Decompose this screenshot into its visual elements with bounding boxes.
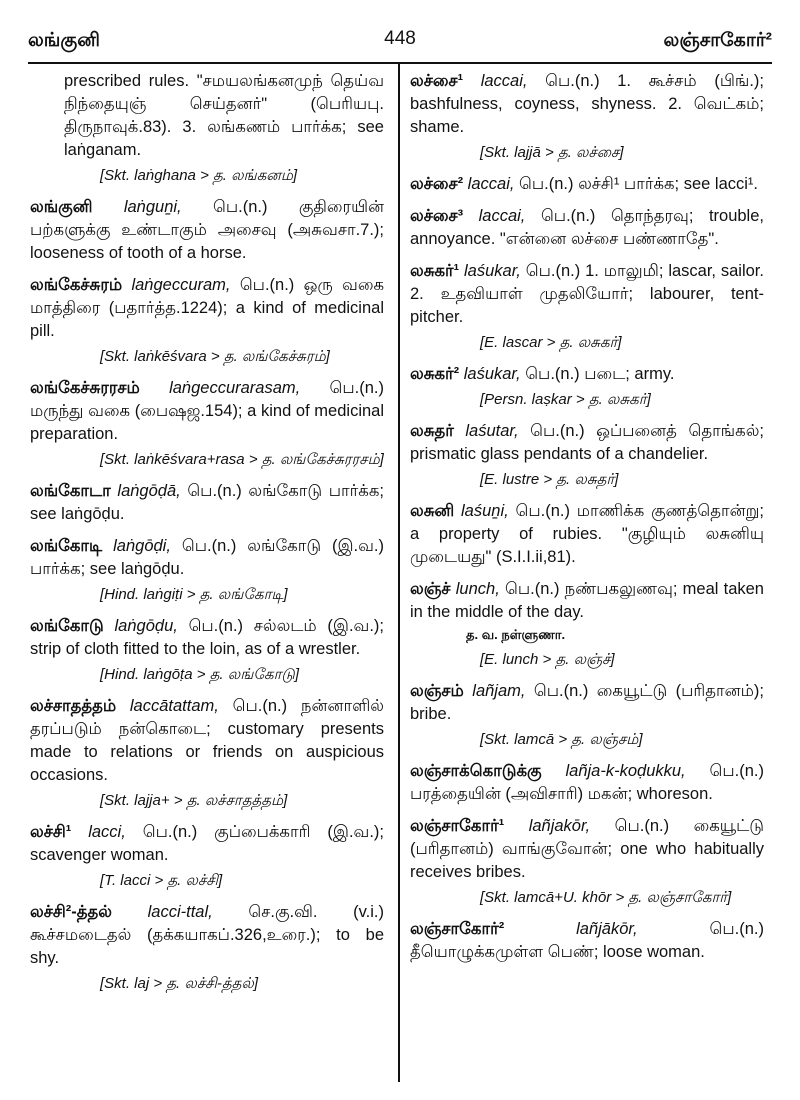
dictionary-entry: [30, 377, 384, 471]
entry-headword: லஞ்ச்: [410, 580, 451, 598]
entry-romanization: laśukar,: [464, 262, 521, 280]
dictionary-entry: [410, 420, 764, 491]
dictionary-entry: [410, 260, 764, 354]
entry-headword: லச்சி¹: [30, 823, 72, 841]
right-column: [410, 70, 764, 973]
page-header: [28, 22, 772, 56]
entry-headword: லங்கோடா: [30, 482, 111, 500]
dictionary-entry: [410, 918, 764, 964]
entry-headword: லங்குனி: [30, 198, 93, 216]
entry-headword: லச்சாதத்தம்: [30, 697, 117, 715]
column-divider: [398, 62, 400, 1082]
entry-romanization: lacci,: [88, 823, 126, 841]
page-number: 448: [384, 28, 416, 49]
dictionary-entry: [30, 70, 384, 187]
entry-headword: லஞ்சாக்கொடுக்கு: [410, 762, 542, 780]
entry-romanization: laccai,: [478, 207, 526, 225]
entry-definition: பெ.(n.) லங்கோடு பார்க்க; see laṅgōḍu.: [30, 482, 384, 523]
dictionary-entry: [30, 480, 384, 526]
entry-etymology: [Skt. laṅghana > த. லங்கனம்]: [100, 167, 298, 184]
entry-romanization: laṅgeccurarasam,: [169, 379, 301, 397]
entry-romanization: lañjākōr,: [576, 920, 638, 938]
entry-definition: பெ.(n.) குப்பைக்காரி (இ.வ.); scavenger woman.: [30, 823, 385, 864]
entry-definition: பெ.(n.) ஒப்பனைத் தொங்கல்; prismatic glass pendants of a chandelier.: [410, 422, 764, 463]
entry-definition: பெ.(n.) படை; army.: [525, 365, 675, 383]
entry-etymology: [Hind. laṅgōṭa > த. லங்கோடு]: [100, 666, 299, 683]
entry-romanization: laṅgōḍi,: [113, 537, 171, 555]
entry-romanization: laccai,: [467, 175, 515, 193]
entry-note: த. வ. நள்ளுணா.: [466, 627, 566, 642]
entry-etymology: [T. lacci > த. லச்சி]: [100, 872, 223, 889]
dictionary-entry: [30, 695, 384, 812]
dictionary-entry: [30, 901, 384, 995]
dictionary-entry: [410, 760, 764, 806]
entry-definition: பெ.(n.) கையூட்டு (பரிதானம்); bribe.: [410, 682, 764, 723]
entry-headword: லங்கோடு: [30, 617, 104, 635]
entry-definition: பெ.(n.) தீயொழுக்கமுள்ள பெண்; loose woman.: [410, 920, 764, 961]
entry-headword: லச்சை¹: [410, 72, 464, 90]
entry-etymology: [Skt. lamcā > த. லஞ்சம்]: [480, 731, 643, 748]
entry-definition: பெ.(n.) 1. மாலுமி; lascar, sailor. 2. உதவியாள் முதலியோர்; labourer, tent-pitcher.: [410, 262, 764, 326]
entry-romanization: laccātattam,: [129, 697, 219, 715]
entry-definition: செ.கு.வி. (v.i.) கூச்சமடைதல் (தக்கயாகப்.326,உரை.); to be shy.: [30, 903, 384, 967]
dictionary-entry: [30, 615, 384, 686]
entry-romanization: lañja-k-koḍukku,: [565, 762, 686, 780]
entry-etymology: [E. lustre > த. லசுதர்]: [480, 471, 619, 488]
entry-definition: பெ.(n.) கையூட்டு (பரிதானம்) வாங்குவோன்; one who habitually receives bribes.: [410, 817, 764, 881]
entry-etymology: [E. lascar > த. லசுகர்]: [480, 334, 622, 351]
dictionary-entry: [30, 196, 384, 265]
entry-headword: லச்சை³: [410, 207, 464, 225]
dictionary-entry: [410, 815, 764, 909]
entry-headword: லசுகர்¹: [410, 262, 460, 280]
entry-definition: prescribed rules. "சமயலங்கனமுந் தெய்வ நிந்தையுஞ் செய்தனர்" (பெரியபு. திருநாவுக்.83). 3. லங்கணம் பார்க்க; see laṅganam.: [64, 72, 384, 159]
entry-etymology: [Skt. lajjā > த. லச்சை]: [480, 144, 624, 161]
left-column: [30, 70, 384, 1004]
entry-definition: பெ.(n.) தொந்தரவு; trouble, annoyance. "என்னை லச்சை பண்ணாதே".: [410, 207, 764, 248]
dictionary-entry: [410, 70, 764, 164]
header-rule: [28, 62, 772, 64]
entry-romanization: lañjam,: [472, 682, 526, 700]
entry-definition: பெ.(n.) ஒரு வகை மாத்திரை (பதார்த்த.1224); a kind of medicinal pill.: [30, 276, 385, 340]
entry-headword: லஞ்சாகோர்¹: [410, 817, 505, 835]
entry-headword: லஞ்சம்: [410, 682, 464, 700]
entry-headword: லசுகர்²: [410, 365, 460, 383]
entry-romanization: laccai,: [480, 72, 528, 90]
entry-definition: பெ.(n.) மருந்து வகை (பைஷஜ.154); a kind of medicinal preparation.: [30, 379, 384, 443]
dictionary-entry: [410, 173, 764, 196]
entry-headword: லங்கேச்சுரம்: [30, 276, 123, 294]
dictionary-entry: [410, 680, 764, 751]
entry-definition: பெ.(n.) சல்லடம் (இ.வ.); strip of cloth fitted to the loin, as of a wrestler.: [30, 617, 384, 658]
entry-headword: லச்சை²: [410, 175, 464, 193]
entry-etymology: [Skt. laṅkēśvara > த. லங்கேச்சுரம்]: [100, 348, 330, 365]
running-headword-right: லஞ்சாகோர்²: [663, 30, 772, 51]
entry-definition: பெ.(n.) 1. கூச்சம் (பிங்.); bashfulness, coyness, shyness. 2. வெட்கம்; shame.: [410, 72, 764, 136]
dictionary-entry: [30, 274, 384, 368]
entry-definition: பெ.(n.) நண்பகலுணவு; meal taken in the middle of the day.: [410, 580, 764, 621]
entry-etymology: [Hind. laṅgiṭi > த. லங்கோடி]: [100, 586, 288, 603]
entry-definition: பெ.(n.) பரத்தையின் (அவிசாரி) மகன்; whoreson.: [410, 762, 764, 803]
entry-romanization: lacci-ttal,: [147, 903, 213, 921]
entry-definition: பெ.(n.) குதிரையின் பற்களுக்கு உண்டாகும் அசைவு (அசுவசா.7.); looseness of tooth of a horse.: [30, 198, 385, 262]
entry-romanization: laṅgeccuram,: [131, 276, 231, 294]
entry-headword: லசுனி: [410, 502, 455, 520]
entry-headword: லங்கேச்சுரரசம்: [30, 379, 140, 397]
entry-romanization: laśuṉi,: [461, 502, 509, 520]
dictionary-entry: [30, 821, 384, 892]
entry-headword: லச்சி²-த்தல்: [30, 903, 112, 921]
entry-headword: லசுதர்: [410, 422, 454, 440]
entry-etymology: [E. lunch > த. லஞ்ச்]: [480, 651, 615, 668]
entry-romanization: laśutar,: [465, 422, 519, 440]
entry-romanization: laṅgōḍu,: [114, 617, 178, 635]
entry-definition: பெ.(n.) நன்னாளில் தரப்படும் நன்கொடை; customary presents made to relations or friends on auspicious occasions.: [30, 697, 385, 784]
entry-etymology: [Skt. laṅkēśvara+rasa > த. லங்கேச்சுரரசம்]: [100, 451, 384, 468]
entry-romanization: laṅgōḍā,: [117, 482, 181, 500]
entry-romanization: laśukar,: [463, 365, 521, 383]
dictionary-entry: [410, 363, 764, 411]
entry-romanization: lañjakōr,: [528, 817, 591, 835]
entry-headword: லங்கோடி: [30, 537, 103, 555]
entry-etymology: [Skt. lamcā+U. khōr > த. லஞ்சாகோர்]: [480, 889, 732, 906]
entry-romanization: laṅguṉi,: [123, 198, 182, 216]
entry-headword: லஞ்சாகோர்²: [410, 920, 505, 938]
entry-etymology: [Skt. laj > த. லச்சி-த்தல்]: [100, 975, 259, 992]
entry-definition: பெ.(n.) மாணிக்க குணத்தொன்று; a property of rubies. "குழியும் லசுனியு முடையது" (S.I.I.ii,81).: [410, 502, 764, 566]
entry-romanization: lunch,: [455, 580, 500, 598]
dictionary-entry: [410, 500, 764, 569]
entry-definition: பெ.(n.) லங்கோடு (இ.வ.) பார்க்க; see laṅgōḍu.: [30, 537, 384, 578]
entry-etymology: [Persn. laṣkar > த. லசுகர்]: [480, 391, 651, 408]
dictionary-entry: [410, 578, 764, 671]
dictionary-entry: [410, 205, 764, 251]
entry-etymology: [Skt. lajja+ > த. லச்சாதத்தம்]: [100, 792, 288, 809]
entry-definition: பெ.(n.) லச்சி¹ பார்க்க; see lacci¹.: [519, 175, 758, 193]
dictionary-entry: [30, 535, 384, 606]
running-headword-left: லங்குனி: [28, 30, 100, 51]
